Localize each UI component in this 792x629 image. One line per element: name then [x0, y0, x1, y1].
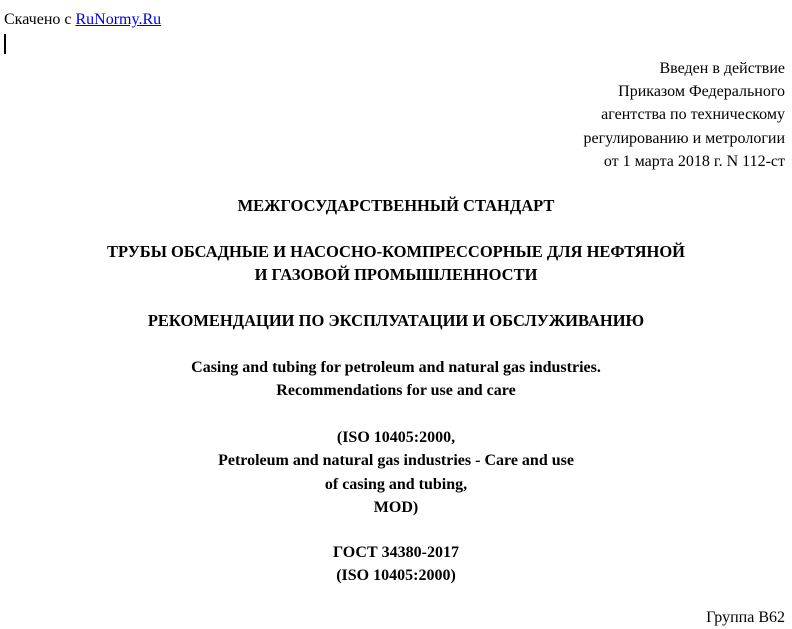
title-line: ТРУБЫ ОБСАДНЫЕ И НАСОСНО-КОМПРЕССОРНЫЕ ДЛЯ НЕФТЯНОЙ — [107, 242, 685, 261]
gost-iso-equivalent: (ISO 10405:2000) — [336, 567, 456, 584]
iso-reference — [0, 426, 792, 519]
approval-block — [584, 57, 785, 173]
gost-number: ГОСТ 34380-2017 — [333, 544, 459, 561]
english-title-line: Recommendations for use and care — [276, 382, 516, 399]
source-prefix: Скачено с — [4, 11, 76, 28]
iso-reference-line: MOD) — [373, 498, 419, 516]
iso-reference-line: (ISO 10405:2000, — [336, 429, 456, 446]
document-title — [0, 240, 792, 286]
english-title-line: Casing and tubing for petroleum and natural gas industries. — [191, 359, 601, 376]
iso-reference-line: Petroleum and natural gas industries - Care and use — [218, 452, 574, 470]
interstate-standard-heading — [0, 195, 792, 217]
interstate-standard-text: МЕЖГОСУДАРСТВЕННЫЙ СТАНДАРТ — [237, 196, 555, 215]
approval-line: регулированию и метрологии — [583, 129, 785, 147]
approval-line: от 1 марта 2018 г. N 112-ст — [603, 152, 785, 170]
gost-designation — [0, 541, 792, 587]
group-code: Группа В62 — [706, 609, 785, 626]
source-line — [4, 10, 161, 30]
document-subtitle — [0, 310, 792, 332]
source-link[interactable]: RuNormy.Ru — [75, 11, 162, 28]
english-title — [0, 356, 792, 402]
approval-line: Введен в действие — [659, 60, 785, 77]
text-caret — [4, 34, 6, 54]
title-line: И ГАЗОВОЙ ПРОМЫШЛЕННОСТИ — [254, 265, 538, 284]
iso-reference-line: of casing and tubing, — [324, 475, 468, 493]
approval-line: Приказом Федерального — [618, 83, 785, 101]
subtitle-text: РЕКОМЕНДАЦИИ ПО ЭКСПЛУАТАЦИИ И ОБСЛУЖИВАНИЮ — [147, 311, 645, 330]
approval-line: агентства по техническому — [601, 106, 785, 124]
